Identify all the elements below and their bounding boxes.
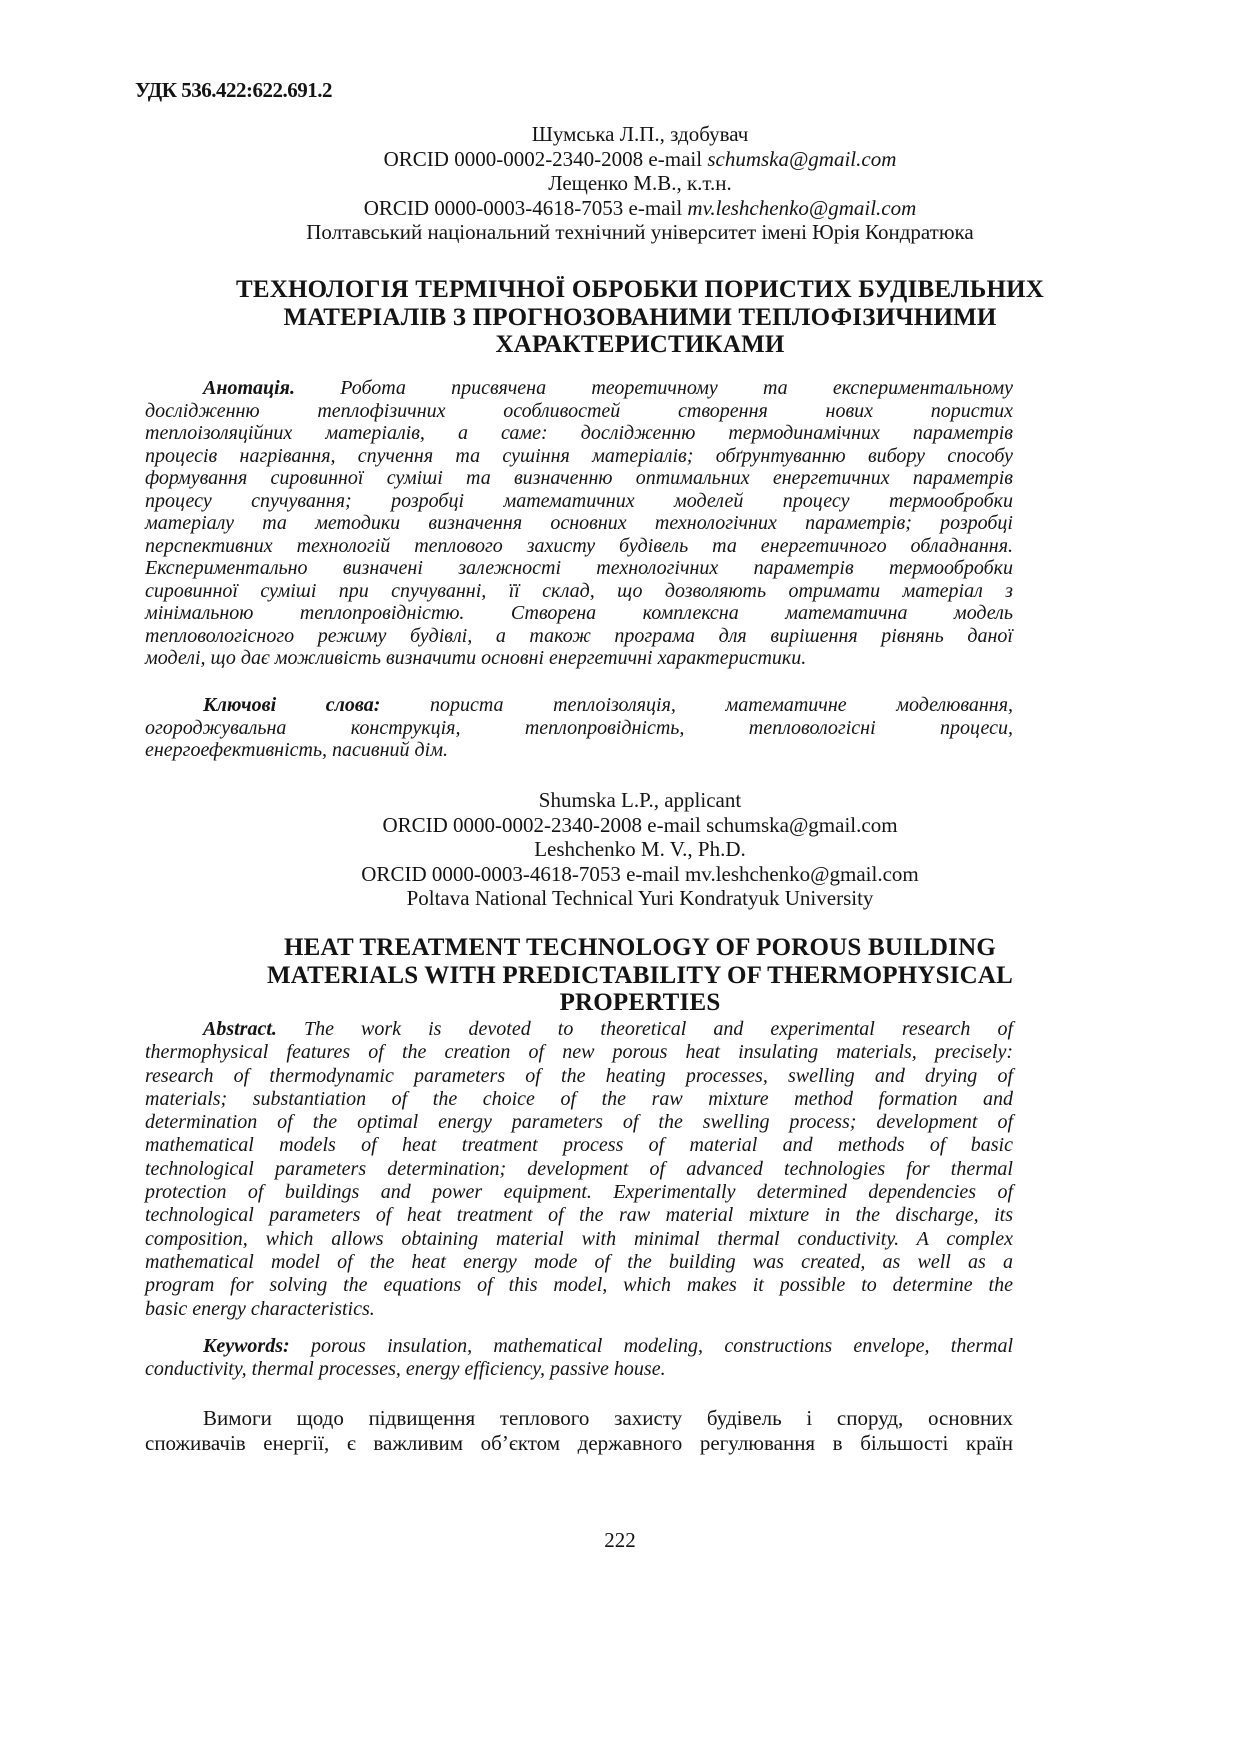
line-text: сировинної суміші при спучуванні, її склад, що дозволяють отримати матеріал з <box>145 579 1013 602</box>
ua-title <box>140 276 1140 359</box>
line-text: The work is devoted to theoretical and experimental research of <box>303 1018 1014 1040</box>
line-text: determination of the optimal energy parameters of the swelling process; development of <box>145 1111 1013 1134</box>
paragraph-lead: Ключові слова: <box>203 694 381 716</box>
line-text: protection of buildings and power equipment. Experimentally determined dependencies of <box>145 1181 1013 1204</box>
paragraph-line <box>145 694 1013 717</box>
paragraph-line <box>145 1335 1013 1358</box>
paragraph-line <box>145 377 1013 400</box>
paragraph-line <box>145 1111 1013 1134</box>
paragraph-line <box>145 512 1013 535</box>
paragraph-line <box>145 602 1013 625</box>
paragraph-line <box>145 1228 1013 1251</box>
line-text: porous insulation, mathematical modeling, constructions envelope, thermal <box>310 1335 1013 1357</box>
ua-author-block <box>140 122 1140 245</box>
author-text: Лещенко М.В., к.т.н. <box>548 171 732 195</box>
paragraph-line <box>145 467 1013 490</box>
author-line <box>140 171 1140 196</box>
paragraph-lead: Анотація. <box>203 377 295 399</box>
author-line: ORCID 0000-0002-2340-2008 e-mail schumska@gmail.com <box>382 812 898 837</box>
line-text: теплоізоляційних матеріалів, а саме: дослідженню термодинамічних параметрів <box>145 422 1013 444</box>
title-line: МАТЕРІАЛІВ З ПРОГНОЗОВАНИМИ ТЕПЛОФІЗИЧНИМИ <box>283 303 997 331</box>
line-text: conductivity, thermal processes, energy efficiency, passive house. <box>145 1358 666 1381</box>
author-line: ORCID 0000-0003-4618-7053 e-mail mv.leshchenko@gmail.com <box>361 861 919 886</box>
title-line: MATERIALS WITH PREDICTABILITY OF THERMOPHYSICAL <box>266 961 1014 989</box>
author-line <box>140 122 1140 147</box>
line-text: composition, which allows obtaining material with minimal thermal conductivity. A complex <box>145 1227 1013 1250</box>
paragraph-line <box>145 1065 1013 1088</box>
author-email: schumska@gmail.com <box>707 146 897 171</box>
en-title <box>140 934 1140 1017</box>
ua-keywords <box>145 694 1013 762</box>
author-text: Шумська Л.П., здобувач <box>531 122 749 146</box>
paragraph-line <box>145 1358 1013 1381</box>
line-text: Робота присвячена теоретичному та експериментальному <box>340 377 1014 399</box>
paragraph-line <box>145 1251 1013 1274</box>
line-text: program for solving the equations of this model, which makes it possible to determine the <box>145 1274 1013 1297</box>
line-text: Експериментально визначені залежності технологічних параметрів термообробки <box>145 557 1013 579</box>
author-text: ORCID 0000-0002-2340-2008 e-mail <box>383 146 708 171</box>
body-line: споживачів енергії, є важливим об’єктом державного регулювання в більшості країн <box>145 1431 1013 1455</box>
paragraph-line <box>145 1018 1013 1041</box>
paragraph-line <box>145 647 1013 670</box>
line-text: процесів нагрівання, спучення та сушіння матеріалів; обґрунтуванню вибору способу <box>145 444 1013 467</box>
author-line: Shumska L.P., applicant <box>538 788 742 812</box>
body-line: Вимоги щодо підвищення теплового захисту будівель і споруд, основних <box>203 1406 1013 1430</box>
author-line <box>140 147 1140 172</box>
line-text: огороджувальна конструкція, теплопровідність, тепловологісні процеси, <box>145 716 1013 739</box>
title-line: HEAT TREATMENT TECHNOLOGY OF POROUS BUILDING <box>284 934 996 961</box>
line-text: пориста теплоізоляція, математичне моделювання, <box>429 694 1014 716</box>
en-keywords <box>145 1335 1013 1382</box>
paragraph-line <box>145 1041 1013 1064</box>
line-text: technological parameters determination; development of advanced technologies for thermal <box>145 1157 1013 1180</box>
paragraph-line <box>145 1181 1013 1204</box>
paragraph-line <box>145 1134 1013 1157</box>
paragraph-line <box>145 1204 1013 1227</box>
line-text: дослідженню теплофізичних особливостей створення нових пористих <box>145 399 1013 422</box>
line-text: thermophysical features of the creation of new porous heat insulating materials, precisely: <box>145 1041 1013 1064</box>
paragraph-line <box>145 1274 1013 1297</box>
paragraph-line <box>145 1158 1013 1181</box>
paragraph-line <box>145 1298 1013 1321</box>
paragraph-lead: Keywords: <box>203 1335 290 1357</box>
line-text: materials; substantiation of the choice of the raw mixture method formation and <box>145 1087 1013 1110</box>
author-line: Poltava National Technical Yuri Kondratyuk University <box>406 886 874 910</box>
author-line <box>140 220 1140 245</box>
paragraph-line <box>145 557 1013 580</box>
line-text: матеріалу та методики визначення основних технологічних параметрів; розробці <box>145 512 1013 534</box>
author-email: mv.leshchenko@gmail.com <box>687 195 917 220</box>
paragraph-line <box>145 400 1013 423</box>
paragraph-line <box>145 445 1013 468</box>
author-text: Полтавський національний технічний університет імені Юрія Кондратюка <box>306 220 974 244</box>
ua-abstract <box>145 377 1013 670</box>
paragraph-line <box>145 625 1013 648</box>
author-text: ORCID 0000-0003-4618-7053 e-mail <box>363 195 688 220</box>
author-line <box>140 196 1140 221</box>
title-line: ХАРАКТЕРИСТИКАМИ <box>495 331 785 358</box>
en-abstract <box>145 1018 1013 1321</box>
en-author-block <box>140 788 1140 911</box>
line-text: енергоефективність, пасивний дім. <box>145 739 448 761</box>
line-text: research of thermodynamic parameters of the heating processes, swelling and drying of <box>145 1064 1013 1087</box>
paragraph-line <box>145 535 1013 558</box>
title-line: PROPERTIES <box>559 989 721 1016</box>
author-line: Leshchenko M. V., Ph.D. <box>534 837 746 861</box>
line-text: мінімальною теплопровідністю. Створена комплексна математична модель <box>145 602 1013 624</box>
paragraph-line <box>145 717 1013 740</box>
line-text: формування сировинної суміші та визначенню оптимальних енергетичних параметрів <box>145 467 1013 489</box>
udk-code: УДК 536.422:622.691.2 <box>135 78 332 102</box>
paragraph-line <box>145 1088 1013 1111</box>
line-text: basic energy characteristics. <box>145 1297 375 1320</box>
page-number: 222 <box>604 1528 636 1552</box>
paragraph-line <box>145 490 1013 513</box>
line-text: mathematical model of the heat energy mode of the building was created, as well as a <box>145 1250 1013 1273</box>
body-text <box>145 1406 1013 1456</box>
line-text: technological parameters of heat treatment of the raw material mixture in the discharge, its <box>145 1204 1013 1227</box>
line-text: тепловологісного режиму будівлі, а також програма для вирішення рівнянь даної <box>145 624 1013 647</box>
line-text: моделі, що дає можливість визначити основні енергетичні характеристики. <box>145 647 807 669</box>
line-text: перспективних технологій теплового захисту будівель та енергетичного обладнання. <box>145 534 1013 557</box>
title-line: ТЕХНОЛОГІЯ ТЕРМІЧНОЇ ОБРОБКИ ПОРИСТИХ БУДІВЕЛЬНИХ <box>235 276 1045 303</box>
paragraph-lead: Abstract. <box>203 1018 277 1040</box>
paragraph-line <box>145 739 1013 762</box>
paragraph-line <box>145 422 1013 445</box>
line-text: процесу спучування; розробці математичних моделей процесу термообробки <box>145 489 1013 512</box>
paragraph-line <box>145 580 1013 603</box>
line-text: mathematical models of heat treatment process of material and methods of basic <box>145 1134 1013 1157</box>
